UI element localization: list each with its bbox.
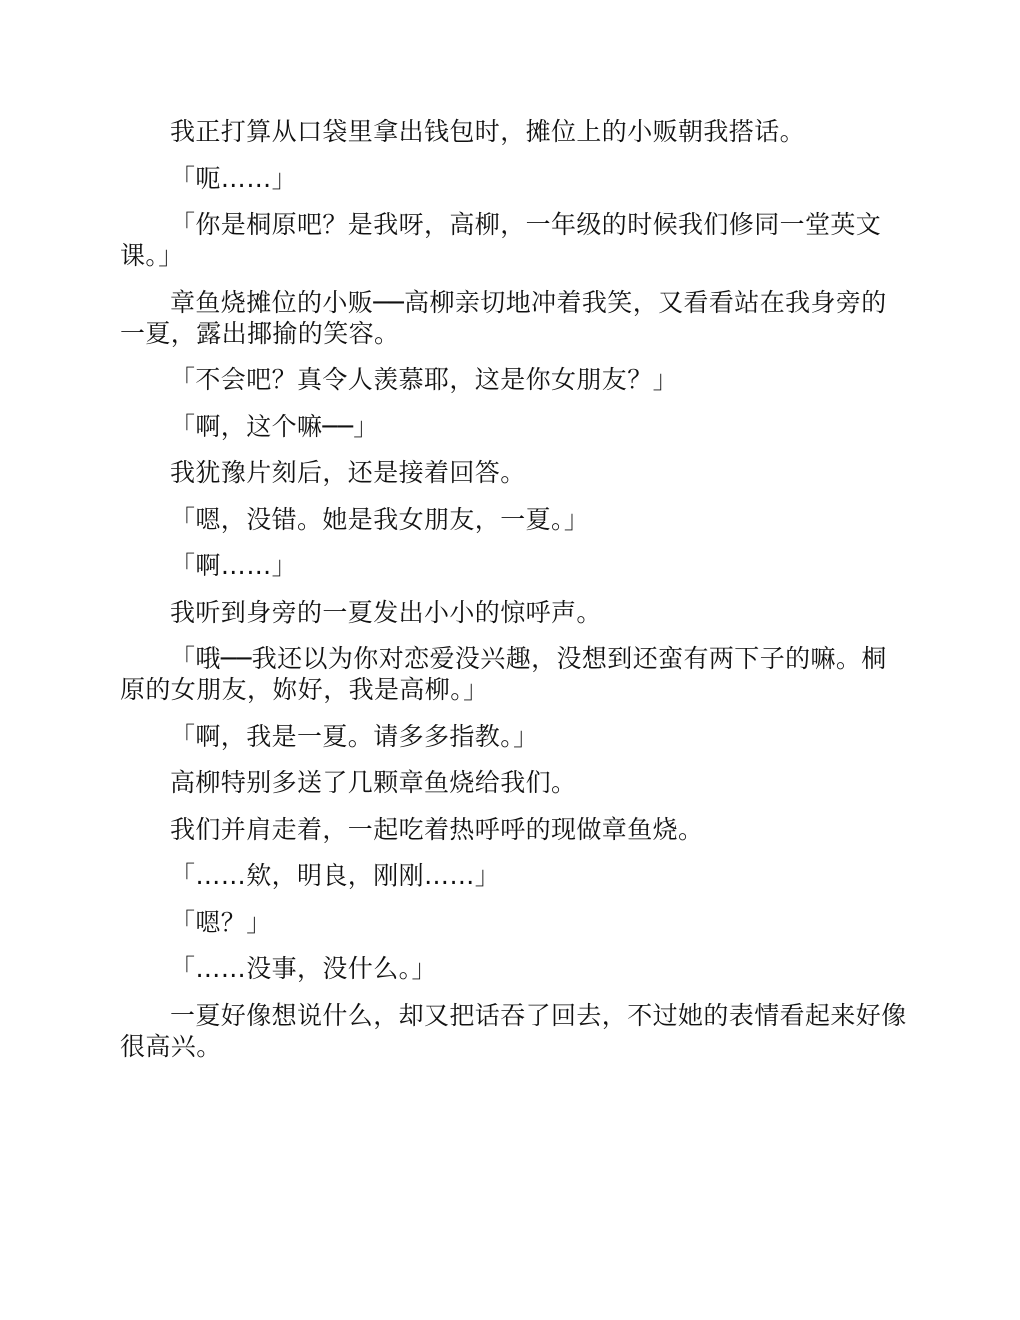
paragraph-9: 「啊……」 — [170, 551, 298, 580]
paragraph-10: 我听到身旁的一夏发出小小的惊呼声。 — [170, 597, 602, 627]
paragraph-18: 一夏好像想说什么，却又把话吞了回去，不过她的表情看起来好像很高兴。 — [120, 1000, 907, 1061]
paragraph-16: 「嗯？」 — [170, 907, 272, 937]
document-page — [120, 116, 910, 1077]
paragraph-1: 我正打算从口袋里拿出钱包时，摊位上的小贩朝我搭话。 — [170, 117, 806, 146]
paragraph-2: 「呃……」 — [170, 163, 298, 193]
paragraph-13: 高柳特别多送了几颗章鱼烧给我们。 — [170, 768, 577, 797]
paragraph-4: 章鱼烧摊位的小贩──高柳亲切地冲着我笑，又看看站在我身旁的一夏，露出揶揄的笑容。 — [120, 287, 887, 348]
paragraph-5: 「不会吧？真令人羡慕耶，这是你女朋友？」 — [170, 365, 679, 394]
paragraph-12: 「啊，我是一夏。请多多指教。」 — [170, 721, 539, 751]
paragraph-7: 我犹豫片刻后，还是接着回答。 — [170, 458, 526, 487]
paragraph-8: 「嗯，没错。她是我女朋友，一夏。」 — [170, 504, 590, 534]
paragraph-11: 「哦──我还以为你对恋爱没兴趣，没想到还蛮有两下子的嘛。桐原的女朋友，妳好，我是高柳。」 — [120, 644, 887, 704]
paragraph-15: 「……欸，明良，刚刚……」 — [170, 861, 501, 890]
paragraph-6: 「啊，这个嘛──」 — [170, 411, 379, 441]
paragraph-17: 「……没事，没什么。」 — [170, 954, 437, 983]
paragraph-3: 「你是桐原吧？是我呀，高柳，一年级的时候我们修同一堂英文课。」 — [120, 210, 882, 270]
paragraph-14: 我们并肩走着，一起吃着热呼呼的现做章鱼烧。 — [170, 814, 704, 844]
